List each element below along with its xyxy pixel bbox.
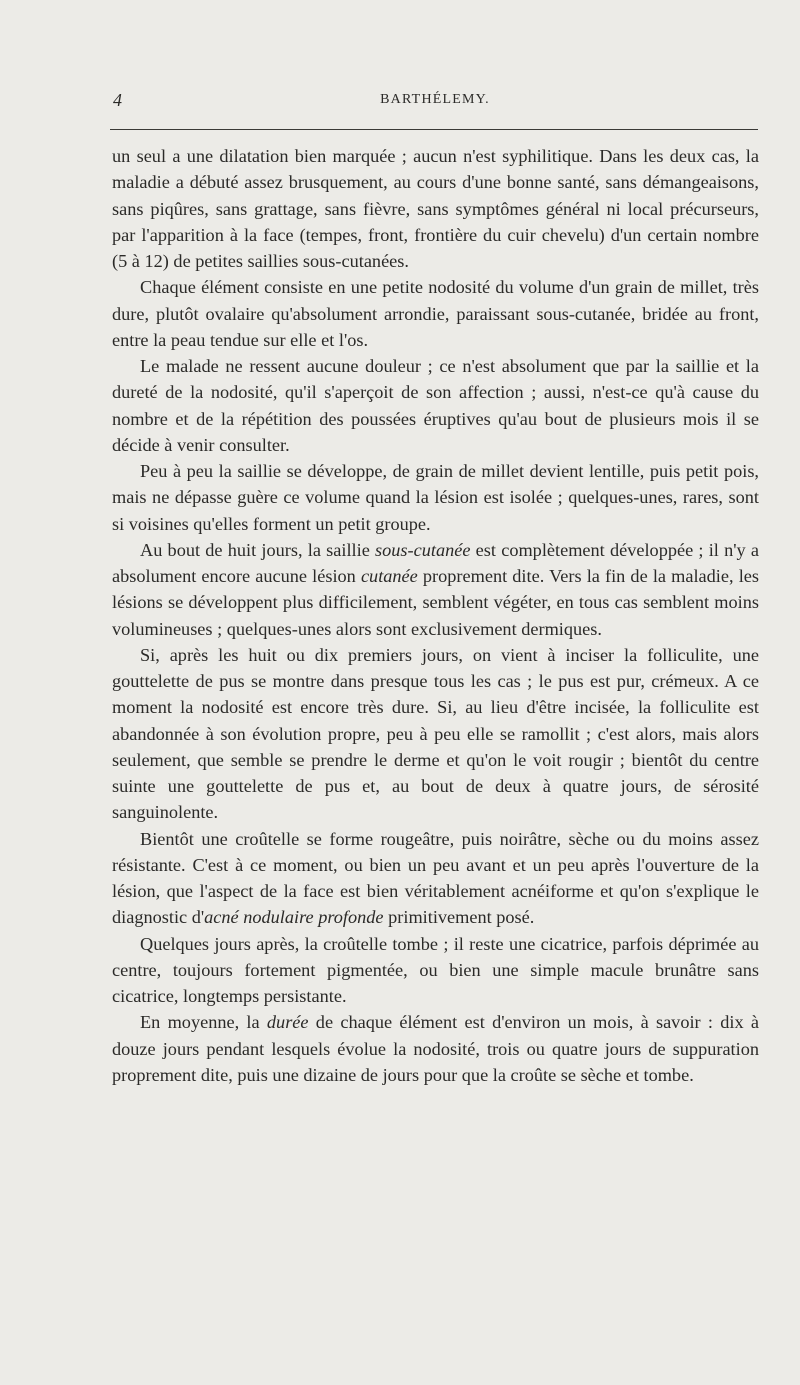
text-run: Quelques jours après, la croûtelle tombe ; il reste une cicatrice, parfois déprimée au centre, toujours fortement pigmentée, ou bien une simple macule brunâtre sans cicatrice, longtemps persistante.: [112, 933, 759, 1006]
italic-text: sous-cutanée: [375, 539, 471, 560]
paragraph: [112, 274, 759, 353]
paragraph: [112, 931, 759, 1010]
text-run: Si, après les huit ou dix premiers jours, on vient à inciser la folliculite, une gouttelette de pus se montre dans presque tous les cas ; le pus est pur, crémeux. A ce moment la nodosité est encore très dure. Si, au lieu d'être incisée, la folliculite est abandonnée à son évolution propre, peu à peu elle se ramollit ; c'est alors, mais alors seulement, que semble se prendre le derme et qu'on le voit rougir ; bientôt du centre suinte une gouttelette de pus et, au bout de deux à quatre jours, de sérosité sanguinolente.: [112, 644, 759, 823]
paragraph: [112, 826, 759, 931]
text-run: de chaque élément est d'environ un mois, à savoir : dix à douze jours pendant lesquels évolue la nodosité, trois ou quatre jours de suppuration proprement dite, puis une dizaine de jours pour que la croûte se sèche et tombe.: [112, 1012, 760, 1085]
running-head: BARTHÉLEMY.: [380, 92, 490, 107]
body-text: [112, 143, 759, 1088]
paragraph: [112, 537, 759, 642]
text-run: Le malade ne ressent aucune douleur ; ce n'est absolument que par la saillie et la dureté de la nodosité, qu'il s'aperçoit de son affection ; aussi, n'est-ce qu'à cause du nombre et de la répétition des poussées éruptives qu'au bout de plusieurs mois il se décide à venir consulter.: [112, 356, 759, 455]
paragraph: [112, 458, 759, 537]
text-run: un seul a une dilatation bien marquée ; aucun n'est syphilitique. Dans les deux cas, la maladie a débuté assez brusquement, au cours d'une bonne santé, sans démangeaisons, sans piqûres, sans grattage, sans fièvre, sans symptômes général ni local précurseurs, par l'apparition à la face (tempes, front, frontière du cuir chevelu) d'un certain nombre (5 à 12) de petites saillies sous-cutanées.: [112, 146, 759, 271]
paragraph: [112, 143, 759, 274]
text-run: Peu à peu la saillie se développe, de grain de millet devient lentille, puis petit pois, mais ne dépasse guère ce volume quand la lésion est isolée ; quelques-unes, rares, sont si voisines qu'elles forment un petit groupe.: [112, 461, 759, 534]
paragraph: [112, 353, 759, 458]
italic-text: acné nodulaire profonde: [204, 907, 384, 928]
italic-text: cutanée: [360, 566, 418, 586]
text-run: primitivement posé.: [383, 907, 535, 928]
text-run: est complètement développée ; il n'y a absolument encore aucune lésion: [112, 539, 759, 586]
page-number: 4: [113, 90, 122, 110]
text-run: Au bout de huit jours, la saillie: [140, 539, 376, 560]
paragraph: [112, 1009, 759, 1088]
text-run: En moyenne, la: [140, 1012, 267, 1033]
italic-text: durée: [266, 1012, 309, 1033]
header-rule: [110, 129, 758, 130]
paragraph: [112, 642, 759, 826]
page-header: [110, 90, 760, 114]
text-run: Chaque élément consiste en une petite nodosité du volume d'un grain de millet, très dure, plutôt ovalaire qu'absolument arrondie, paraissant sous-cutanée, bridée au front, entre la peau tendue sur elle et l'os.: [112, 277, 759, 350]
text-run: proprement dite. Vers la fin de la maladie, les lésions se développent plus difficilement, semblent végéter, en tous cas semblent moins volumineuses ; quelques-unes alors sont exclusivement dermiques.: [112, 566, 759, 639]
text-run: Bientôt une croûtelle se forme rougeâtre, puis noirâtre, sèche ou du moins assez résistante. C'est à ce moment, ou bien un peu avant et un peu après l'ouverture de la lésion, que l'aspect de la face est bien véritablement acnéiforme et qu'on s'explique le diagnostic d': [112, 828, 759, 928]
